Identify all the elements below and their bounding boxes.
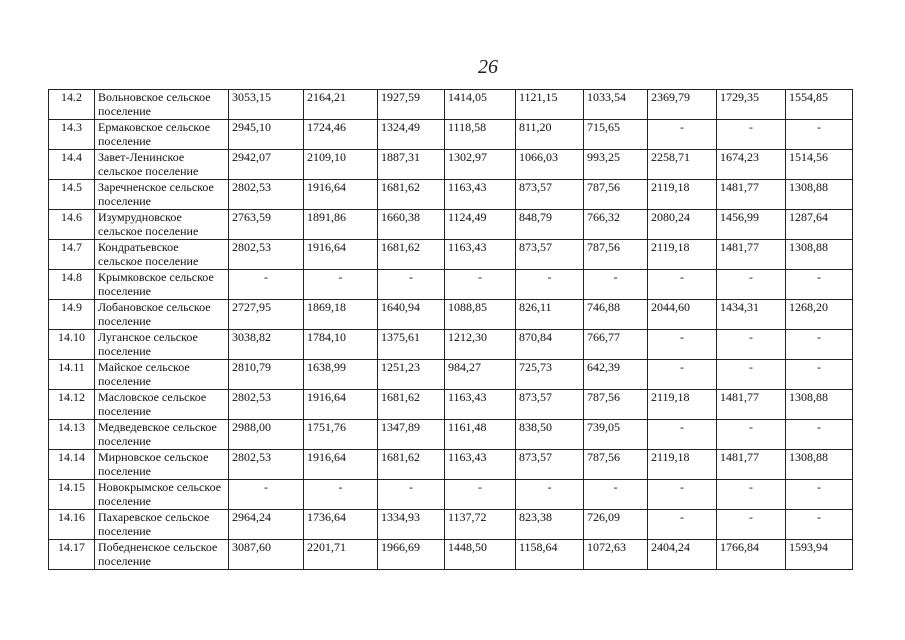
settlement-name-cell: Изумрудновское сельское поселение xyxy=(95,210,229,240)
value-cell: 787,56 xyxy=(584,240,648,270)
settlement-name-cell: Заречненское сельское поселение xyxy=(95,180,229,210)
value-cell: 2802,53 xyxy=(229,240,304,270)
value-cell: - xyxy=(516,480,584,510)
value-cell: 2119,18 xyxy=(648,180,717,210)
value-cell: 1347,89 xyxy=(378,420,445,450)
row-number-cell: 14.10 xyxy=(49,330,95,360)
value-cell: 1916,64 xyxy=(304,390,378,420)
value-cell: 1869,18 xyxy=(304,300,378,330)
settlement-name-cell: Медведевское сельское поселение xyxy=(95,420,229,450)
value-cell: 1736,64 xyxy=(304,510,378,540)
value-cell: 1916,64 xyxy=(304,180,378,210)
value-cell: 1268,20 xyxy=(786,300,853,330)
value-cell: 2810,79 xyxy=(229,360,304,390)
row-number-cell: 14.12 xyxy=(49,390,95,420)
value-cell: 1308,88 xyxy=(786,180,853,210)
settlement-name-cell: Победненское сельское поселение xyxy=(95,540,229,570)
value-cell: 715,65 xyxy=(584,120,648,150)
value-cell: 1251,23 xyxy=(378,360,445,390)
value-cell: 1137,72 xyxy=(445,510,516,540)
value-cell: 2080,24 xyxy=(648,210,717,240)
table-row xyxy=(49,180,853,210)
value-cell: 1724,46 xyxy=(304,120,378,150)
value-cell: - xyxy=(717,480,786,510)
settlement-name-cell: Луганское сельское поселение xyxy=(95,330,229,360)
value-cell: 870,84 xyxy=(516,330,584,360)
value-cell: 811,20 xyxy=(516,120,584,150)
row-number-cell: 14.9 xyxy=(49,300,95,330)
row-number-cell: 14.16 xyxy=(49,510,95,540)
value-cell: 1660,38 xyxy=(378,210,445,240)
value-cell: - xyxy=(786,480,853,510)
value-cell: 2119,18 xyxy=(648,390,717,420)
value-cell: 2404,24 xyxy=(648,540,717,570)
value-cell: 739,05 xyxy=(584,420,648,450)
table-row xyxy=(49,480,853,510)
value-cell: 1414,05 xyxy=(445,90,516,120)
value-cell: 1681,62 xyxy=(378,390,445,420)
value-cell: 2802,53 xyxy=(229,180,304,210)
value-cell: 2964,24 xyxy=(229,510,304,540)
value-cell: 2201,71 xyxy=(304,540,378,570)
settlement-name-cell: Кондратьевское сельское поселение xyxy=(95,240,229,270)
row-number-cell: 14.15 xyxy=(49,480,95,510)
value-cell: 1674,23 xyxy=(717,150,786,180)
value-cell: - xyxy=(445,480,516,510)
table-row xyxy=(49,210,853,240)
value-cell: 2727,95 xyxy=(229,300,304,330)
value-cell: 787,56 xyxy=(584,390,648,420)
value-cell: 2945,10 xyxy=(229,120,304,150)
value-cell: 1514,56 xyxy=(786,150,853,180)
settlement-name-cell: Завет-Ленинское сельское поселение xyxy=(95,150,229,180)
value-cell: 1287,64 xyxy=(786,210,853,240)
value-cell: 838,50 xyxy=(516,420,584,450)
value-cell: 826,11 xyxy=(516,300,584,330)
value-cell: - xyxy=(786,330,853,360)
value-cell: - xyxy=(648,330,717,360)
value-cell: - xyxy=(717,510,786,540)
table-row xyxy=(49,270,853,300)
row-number-cell: 14.5 xyxy=(49,180,95,210)
value-cell: 1334,93 xyxy=(378,510,445,540)
value-cell: - xyxy=(304,480,378,510)
value-cell: - xyxy=(304,270,378,300)
value-cell: 642,39 xyxy=(584,360,648,390)
value-cell: 873,57 xyxy=(516,390,584,420)
value-cell: 1072,63 xyxy=(584,540,648,570)
value-cell: 848,79 xyxy=(516,210,584,240)
value-cell: 1121,15 xyxy=(516,90,584,120)
value-cell: - xyxy=(584,480,648,510)
value-cell: - xyxy=(648,360,717,390)
settlement-name-cell: Вольновское сельское поселение xyxy=(95,90,229,120)
value-cell: 787,56 xyxy=(584,180,648,210)
value-cell: 2109,10 xyxy=(304,150,378,180)
value-cell: - xyxy=(648,120,717,150)
value-cell: - xyxy=(786,510,853,540)
value-cell: 1640,94 xyxy=(378,300,445,330)
value-cell: 1066,03 xyxy=(516,150,584,180)
value-cell: 1891,86 xyxy=(304,210,378,240)
row-number-cell: 14.4 xyxy=(49,150,95,180)
table-row xyxy=(49,120,853,150)
value-cell: 726,09 xyxy=(584,510,648,540)
row-number-cell: 14.14 xyxy=(49,450,95,480)
value-cell: 3038,82 xyxy=(229,330,304,360)
value-cell: 1554,85 xyxy=(786,90,853,120)
value-cell: 1481,77 xyxy=(717,450,786,480)
value-cell: 1124,49 xyxy=(445,210,516,240)
value-cell: 823,38 xyxy=(516,510,584,540)
value-cell: - xyxy=(648,270,717,300)
value-cell: 1887,31 xyxy=(378,150,445,180)
value-cell: 1375,61 xyxy=(378,330,445,360)
value-cell: 1434,31 xyxy=(717,300,786,330)
value-cell: 1088,85 xyxy=(445,300,516,330)
table-row xyxy=(49,510,853,540)
value-cell: - xyxy=(717,270,786,300)
value-cell: 1751,76 xyxy=(304,420,378,450)
value-cell: - xyxy=(378,480,445,510)
row-number-cell: 14.2 xyxy=(49,90,95,120)
value-cell: - xyxy=(786,120,853,150)
table-row xyxy=(49,90,853,120)
table-row xyxy=(49,330,853,360)
value-cell: - xyxy=(648,420,717,450)
settlement-name-cell: Мирновское сельское поселение xyxy=(95,450,229,480)
value-cell: 1927,59 xyxy=(378,90,445,120)
row-number-cell: 14.17 xyxy=(49,540,95,570)
value-cell: 1163,43 xyxy=(445,180,516,210)
table-row xyxy=(49,540,853,570)
row-number-cell: 14.8 xyxy=(49,270,95,300)
value-cell: 746,88 xyxy=(584,300,648,330)
value-cell: - xyxy=(717,360,786,390)
value-cell: 787,56 xyxy=(584,450,648,480)
value-cell: 2369,79 xyxy=(648,90,717,120)
value-cell: - xyxy=(516,270,584,300)
table-row xyxy=(49,300,853,330)
page-number: 26 xyxy=(478,56,498,78)
settlement-name-cell: Лобановское сельское поселение xyxy=(95,300,229,330)
settlement-name-cell: Новокрымское сельское поселение xyxy=(95,480,229,510)
value-cell: 873,57 xyxy=(516,240,584,270)
value-cell: 1302,97 xyxy=(445,150,516,180)
settlement-name-cell: Майское сельское поселение xyxy=(95,360,229,390)
value-cell: 3087,60 xyxy=(229,540,304,570)
value-cell: - xyxy=(717,120,786,150)
value-cell: 993,25 xyxy=(584,150,648,180)
value-cell: 1593,94 xyxy=(786,540,853,570)
value-cell: 1308,88 xyxy=(786,240,853,270)
settlement-name-cell: Пахаревское сельское поселение xyxy=(95,510,229,540)
value-cell: 1448,50 xyxy=(445,540,516,570)
value-cell: 766,32 xyxy=(584,210,648,240)
value-cell: 873,57 xyxy=(516,180,584,210)
table-row xyxy=(49,360,853,390)
row-number-cell: 14.3 xyxy=(49,120,95,150)
row-number-cell: 14.13 xyxy=(49,420,95,450)
value-cell: 3053,15 xyxy=(229,90,304,120)
value-cell: 1638,99 xyxy=(304,360,378,390)
value-cell: - xyxy=(786,270,853,300)
value-cell: 2763,59 xyxy=(229,210,304,240)
value-cell: 1212,30 xyxy=(445,330,516,360)
value-cell: 725,73 xyxy=(516,360,584,390)
value-cell: 1308,88 xyxy=(786,450,853,480)
value-cell: 1681,62 xyxy=(378,180,445,210)
table-row xyxy=(49,150,853,180)
row-number-cell: 14.7 xyxy=(49,240,95,270)
value-cell: 2258,71 xyxy=(648,150,717,180)
value-cell: 1681,62 xyxy=(378,450,445,480)
value-cell: - xyxy=(786,420,853,450)
value-cell: 1118,58 xyxy=(445,120,516,150)
value-cell: - xyxy=(786,360,853,390)
value-cell: 2942,07 xyxy=(229,150,304,180)
value-cell: 1729,35 xyxy=(717,90,786,120)
value-cell: 2164,21 xyxy=(304,90,378,120)
value-cell: - xyxy=(717,420,786,450)
table-body xyxy=(49,90,853,570)
value-cell: 2119,18 xyxy=(648,240,717,270)
settlement-name-cell: Ермаковское сельское поселение xyxy=(95,120,229,150)
value-cell: - xyxy=(378,270,445,300)
value-cell: - xyxy=(584,270,648,300)
value-cell: - xyxy=(648,480,717,510)
table-row xyxy=(49,420,853,450)
value-cell: 1163,43 xyxy=(445,240,516,270)
value-cell: - xyxy=(717,330,786,360)
value-cell: 1766,84 xyxy=(717,540,786,570)
value-cell: - xyxy=(229,480,304,510)
value-cell: 1161,48 xyxy=(445,420,516,450)
value-cell: 1481,77 xyxy=(717,390,786,420)
value-cell: 1158,64 xyxy=(516,540,584,570)
value-cell: 1966,69 xyxy=(378,540,445,570)
row-number-cell: 14.11 xyxy=(49,360,95,390)
value-cell: 2988,00 xyxy=(229,420,304,450)
row-number-cell: 14.6 xyxy=(49,210,95,240)
value-cell: 1324,49 xyxy=(378,120,445,150)
value-cell: 984,27 xyxy=(445,360,516,390)
value-cell: 1456,99 xyxy=(717,210,786,240)
value-cell: - xyxy=(648,510,717,540)
value-cell: 1784,10 xyxy=(304,330,378,360)
value-cell: 1481,77 xyxy=(717,240,786,270)
value-cell: 1033,54 xyxy=(584,90,648,120)
table-row xyxy=(49,390,853,420)
value-cell: 1163,43 xyxy=(445,390,516,420)
settlement-name-cell: Крымковское сельское поселение xyxy=(95,270,229,300)
value-cell: 1308,88 xyxy=(786,390,853,420)
value-cell: - xyxy=(229,270,304,300)
value-cell: 1916,64 xyxy=(304,240,378,270)
value-cell: 2802,53 xyxy=(229,390,304,420)
value-cell: 873,57 xyxy=(516,450,584,480)
value-cell: 2802,53 xyxy=(229,450,304,480)
table-row xyxy=(49,450,853,480)
value-cell: 766,77 xyxy=(584,330,648,360)
value-cell: 2044,60 xyxy=(648,300,717,330)
value-cell: 1681,62 xyxy=(378,240,445,270)
settlement-name-cell: Масловское сельское поселение xyxy=(95,390,229,420)
value-cell: 1916,64 xyxy=(304,450,378,480)
value-cell: - xyxy=(445,270,516,300)
table-row xyxy=(49,240,853,270)
value-cell: 1163,43 xyxy=(445,450,516,480)
value-cell: 1481,77 xyxy=(717,180,786,210)
value-cell: 2119,18 xyxy=(648,450,717,480)
tariff-table xyxy=(48,89,853,570)
